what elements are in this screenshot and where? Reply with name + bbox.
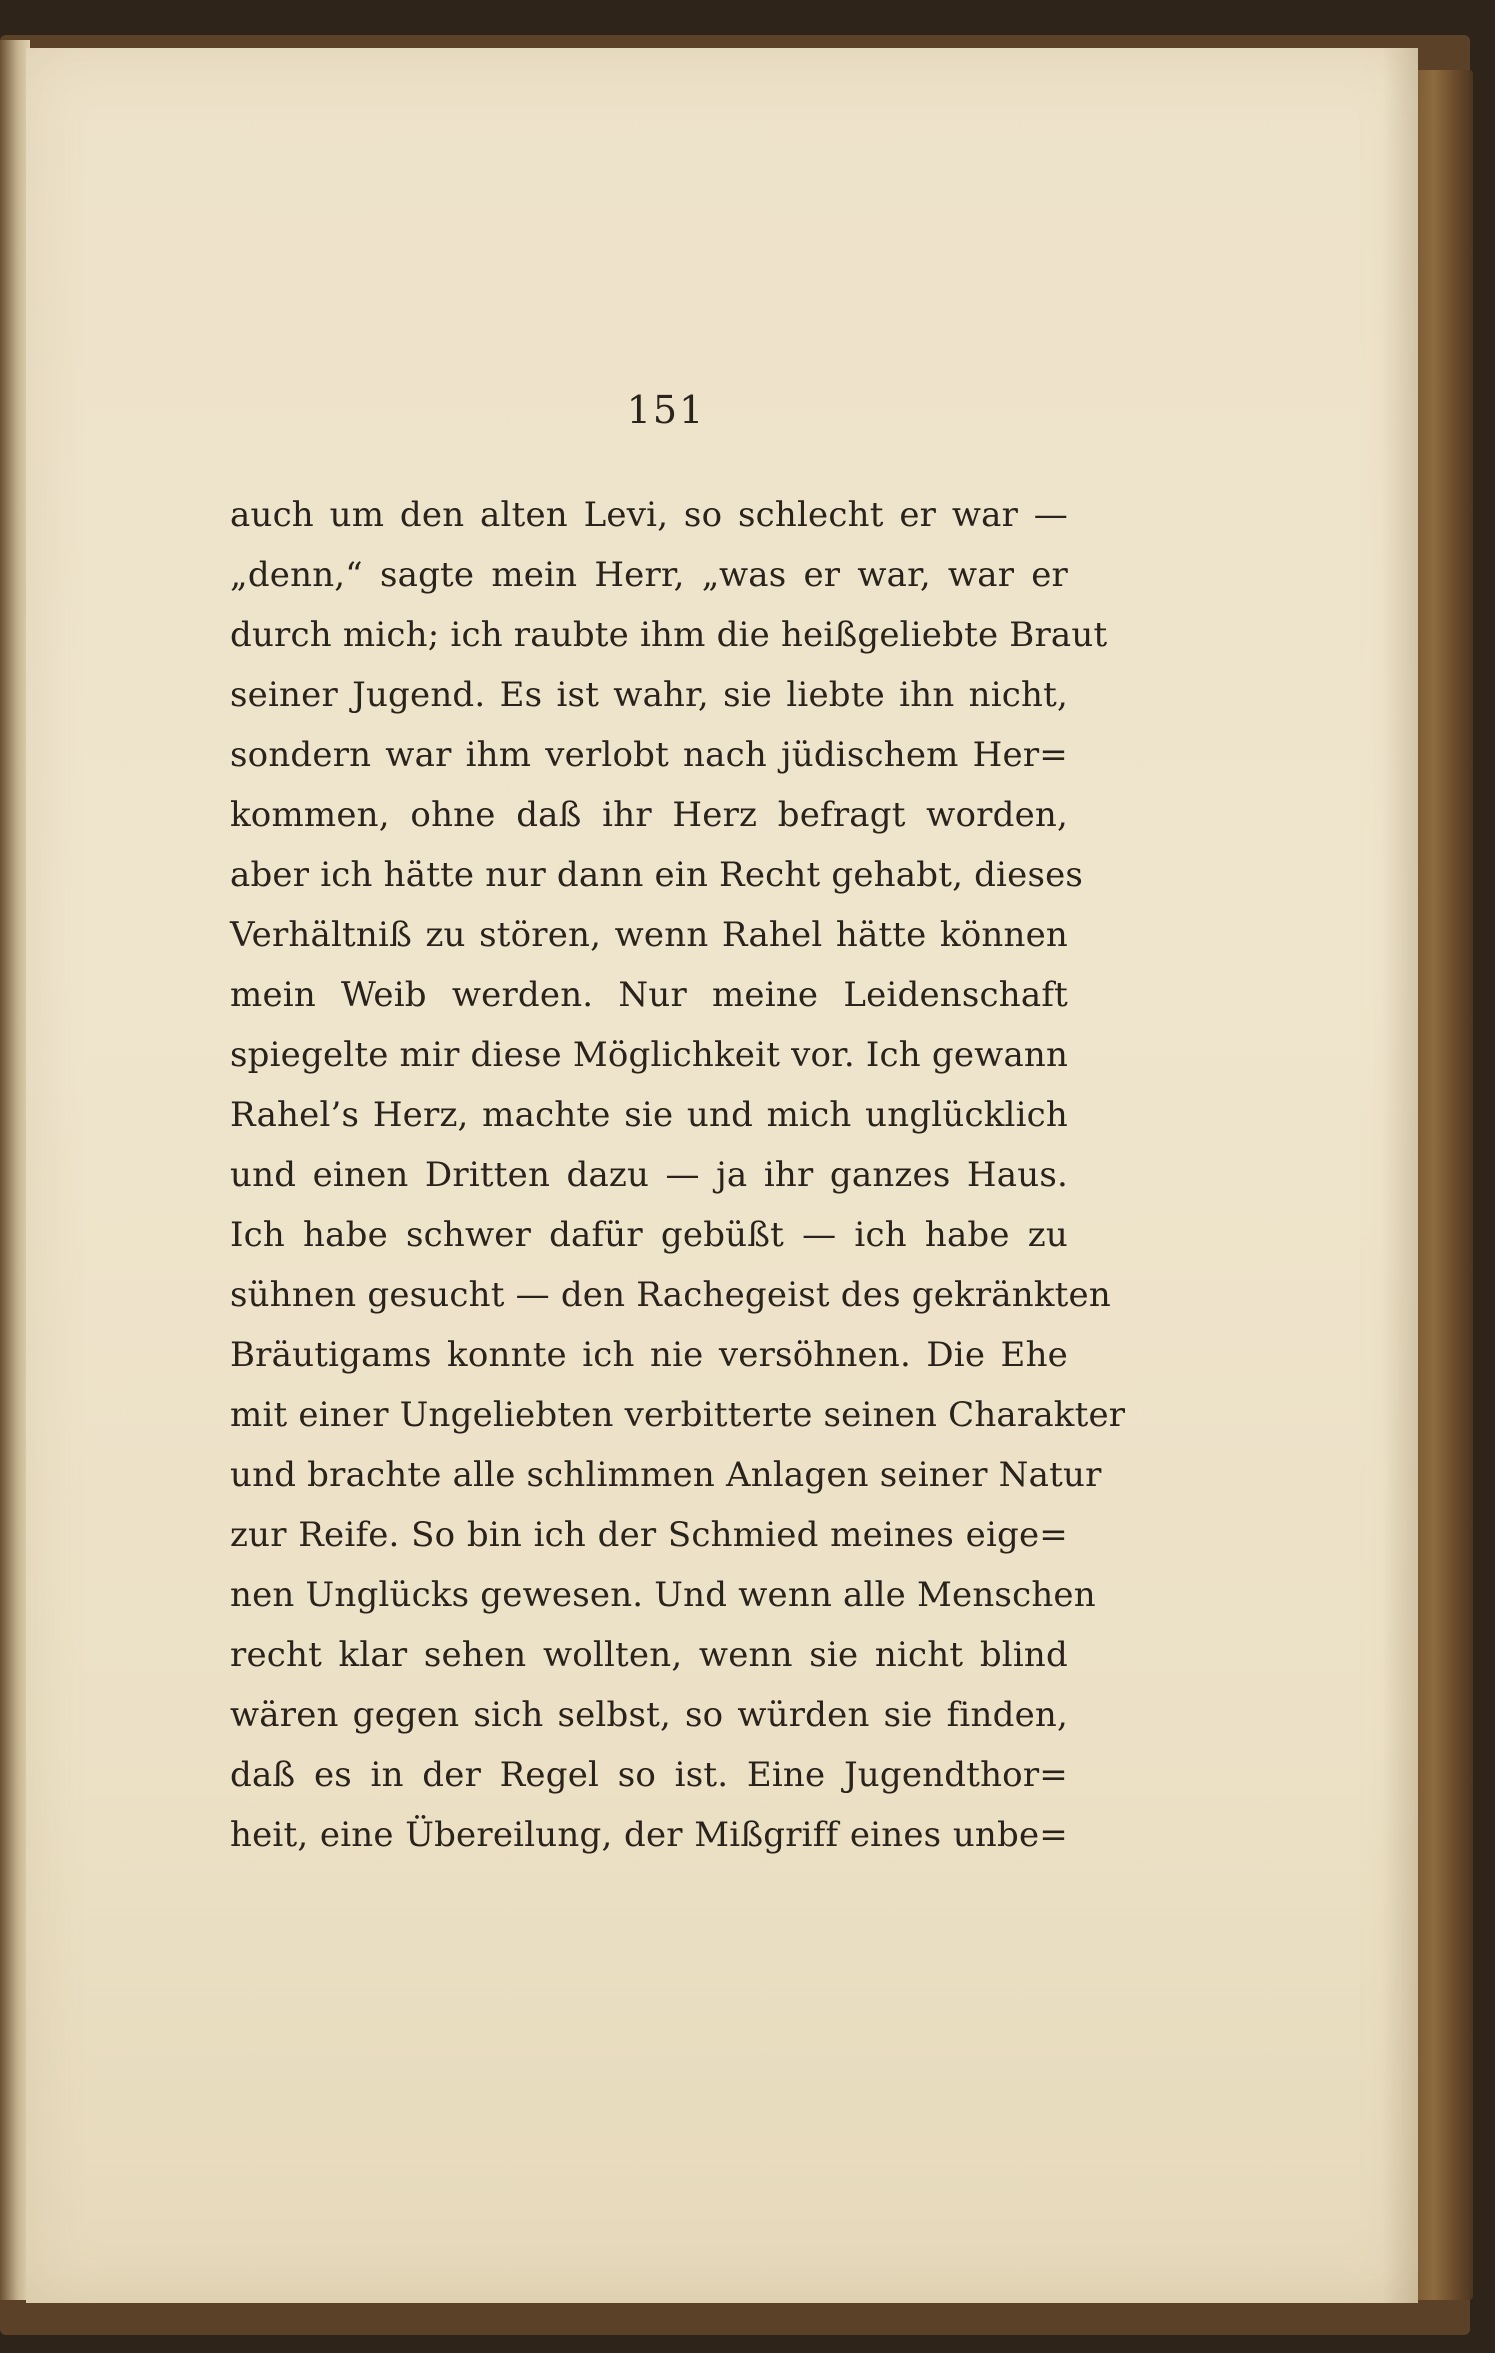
text-line: Rahel’s Herz, machte sie und mich unglücklich bbox=[230, 1095, 1068, 1135]
text-line: sühnen gesucht — den Rachegeist des gekränkten bbox=[230, 1275, 1111, 1315]
text-line: recht klar sehen wollten, wenn sie nicht blind bbox=[230, 1635, 1068, 1675]
text-line: nen Unglücks gewesen. Und wenn alle Menschen bbox=[230, 1575, 1096, 1615]
book-cover-edge bbox=[1413, 70, 1473, 2300]
text-line: durch mich; ich raubte ihm die heißgeliebte Braut bbox=[230, 615, 1108, 655]
paper-page bbox=[26, 48, 1418, 2303]
text-line: kommen, ohne daß ihr Herz befragt worden, bbox=[230, 795, 1068, 835]
text-line: heit, eine Übereilung, der Mißgriff eines unbe= bbox=[230, 1815, 1068, 1855]
text-line: seiner Jugend. Es ist wahr, sie liebte ihn nicht, bbox=[230, 675, 1068, 715]
text-line: aber ich hätte nur dann ein Recht gehabt, dieses bbox=[230, 855, 1084, 895]
text-line: und brachte alle schlimmen Anlagen seiner Natur bbox=[230, 1455, 1102, 1495]
body-text bbox=[230, 485, 1126, 1865]
text-line: Ich habe schwer dafür gebüßt — ich habe zu bbox=[230, 1215, 1068, 1255]
text-line: Verhältniß zu stören, wenn Rahel hätte können bbox=[230, 915, 1068, 955]
text-line: „denn,“ sagte mein Herr, „was er war, war er bbox=[230, 555, 1068, 595]
text-line: auch um den alten Levi, so schlecht er war — bbox=[230, 495, 1068, 535]
text-line: und einen Dritten dazu — ja ihr ganzes Haus. bbox=[230, 1155, 1068, 1195]
page-number: 151 bbox=[626, 388, 706, 432]
text-line: Bräutigams konnte ich nie versöhnen. Die Ehe bbox=[230, 1335, 1068, 1375]
text-line: sondern war ihm verlobt nach jüdischem Her= bbox=[230, 735, 1068, 775]
text-line: daß es in der Regel so ist. Eine Jugendthor= bbox=[230, 1755, 1068, 1795]
text-line: spiegelte mir diese Möglichkeit vor. Ich gewann bbox=[230, 1035, 1069, 1075]
text-line: mein Weib werden. Nur meine Leidenschaft bbox=[230, 975, 1068, 1015]
text-line: mit einer Ungeliebten verbitterte seinen Charakter bbox=[230, 1395, 1126, 1435]
text-line: zur Reife. So bin ich der Schmied meines eige= bbox=[230, 1515, 1068, 1555]
page-shadow bbox=[1382, 48, 1418, 2303]
text-line: wären gegen sich selbst, so würden sie finden, bbox=[230, 1695, 1068, 1735]
